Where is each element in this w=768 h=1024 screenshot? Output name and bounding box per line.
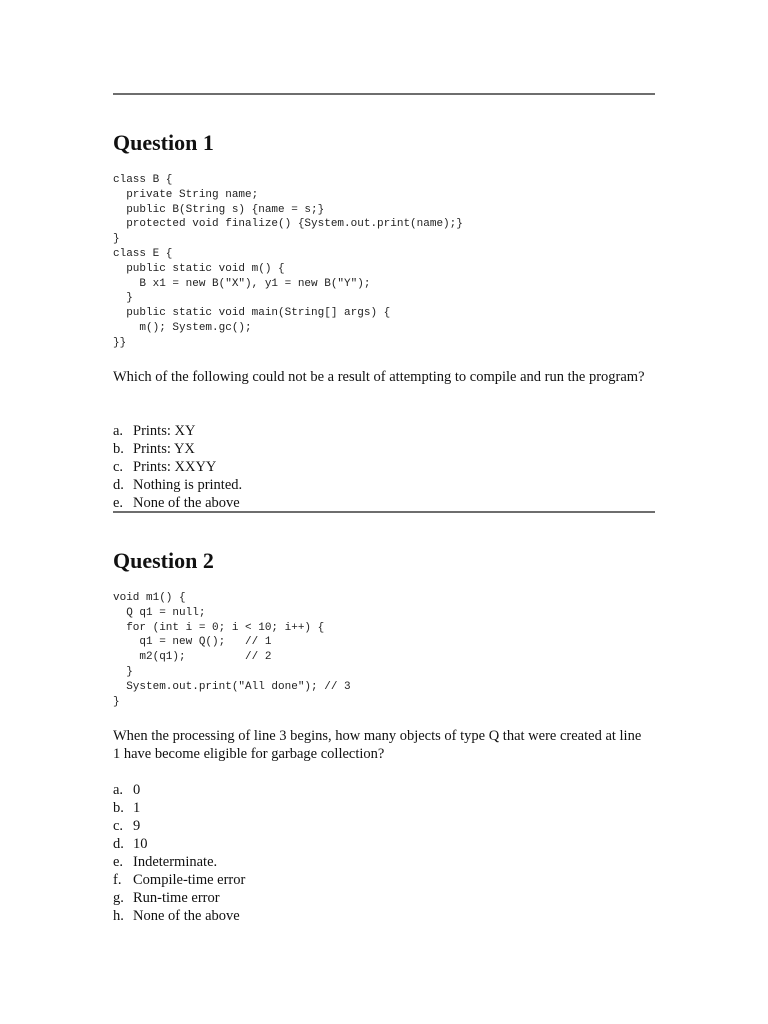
code-line: }: [113, 292, 133, 305]
option-letter: a.: [113, 423, 124, 439]
code-line: private String name;: [113, 188, 259, 201]
answer-option: [113, 458, 242, 476]
code-line: Q q1 = null;: [113, 606, 206, 619]
code-line: protected void finalize() {System.out.print(name);}: [113, 218, 463, 231]
answer-option: [113, 889, 245, 907]
question-1-title: Question 1: [113, 130, 214, 155]
answer-option: [113, 440, 242, 458]
question-2-title: Question 2: [113, 548, 214, 573]
option-text: Compile-time error: [133, 872, 246, 888]
option-letter: c.: [113, 459, 124, 475]
option-text: 0: [133, 782, 141, 798]
code-line: }: [113, 695, 120, 708]
code-line: }: [113, 665, 133, 678]
code-line: }}: [113, 336, 127, 349]
option-text: None of the above: [133, 908, 240, 924]
code-line: System.out.print("All done"); // 3: [113, 680, 351, 693]
question-1-options: [113, 422, 242, 512]
option-letter: c.: [113, 818, 124, 834]
option-letter: g.: [113, 890, 124, 906]
option-text: 9: [133, 818, 141, 834]
question-2-code-block: [113, 591, 351, 709]
code-line: public static void main(String[] args) {: [113, 307, 391, 320]
option-text: None of the above: [133, 495, 240, 511]
divider-middle: [113, 511, 655, 513]
question-2-options: [113, 781, 245, 925]
option-letter: b.: [113, 800, 124, 816]
option-letter: e.: [113, 495, 124, 511]
option-text: Prints: XXYY: [133, 459, 217, 475]
answer-option: [113, 907, 245, 925]
option-text: Run-time error: [133, 890, 220, 906]
answer-option: [113, 799, 245, 817]
option-letter: d.: [113, 836, 124, 852]
option-text: 1: [133, 800, 141, 816]
code-line: class E {: [113, 247, 173, 260]
option-letter: e.: [113, 854, 124, 870]
code-line: B x1 = new B("X"), y1 = new B("Y");: [113, 277, 371, 290]
answer-option: [113, 476, 242, 494]
option-letter: h.: [113, 908, 124, 924]
option-text: Prints: YX: [133, 441, 195, 457]
option-letter: a.: [113, 782, 124, 798]
option-text: Prints: XY: [133, 423, 196, 439]
code-line: for (int i = 0; i < 10; i++) {: [113, 621, 325, 634]
answer-option: [113, 494, 242, 512]
code-line: public static void m() {: [113, 262, 285, 275]
option-text: Nothing is printed.: [133, 477, 243, 493]
answer-option: [113, 835, 245, 853]
answer-option: [113, 871, 245, 889]
question-1-prompt: Which of the following could not be a result of attempting to compile and run the program?: [113, 369, 645, 385]
code-line: m2(q1); // 2: [113, 651, 272, 664]
code-line: m(); System.gc();: [113, 321, 252, 334]
divider-top: [113, 93, 655, 95]
code-line: void m1() {: [113, 592, 186, 604]
question-1-code-block: [113, 173, 463, 351]
code-line: }: [113, 233, 120, 246]
answer-option: [113, 422, 242, 440]
option-text: 10: [133, 836, 148, 852]
code-line: class B {: [113, 174, 173, 186]
answer-option: [113, 781, 245, 799]
option-letter: d.: [113, 477, 124, 493]
option-letter: f.: [113, 872, 122, 888]
code-line: q1 = new Q(); // 1: [113, 636, 272, 649]
code-line: public B(String s) {name = s;}: [113, 203, 325, 216]
option-text: Indeterminate.: [133, 854, 218, 870]
answer-option: [113, 853, 245, 871]
question-2-prompt: When the processing of line 3 begins, how many objects of type Q that were created at line 1 have become eligible for garbage collection?: [113, 728, 642, 762]
answer-option: [113, 817, 245, 835]
option-letter: b.: [113, 441, 124, 457]
